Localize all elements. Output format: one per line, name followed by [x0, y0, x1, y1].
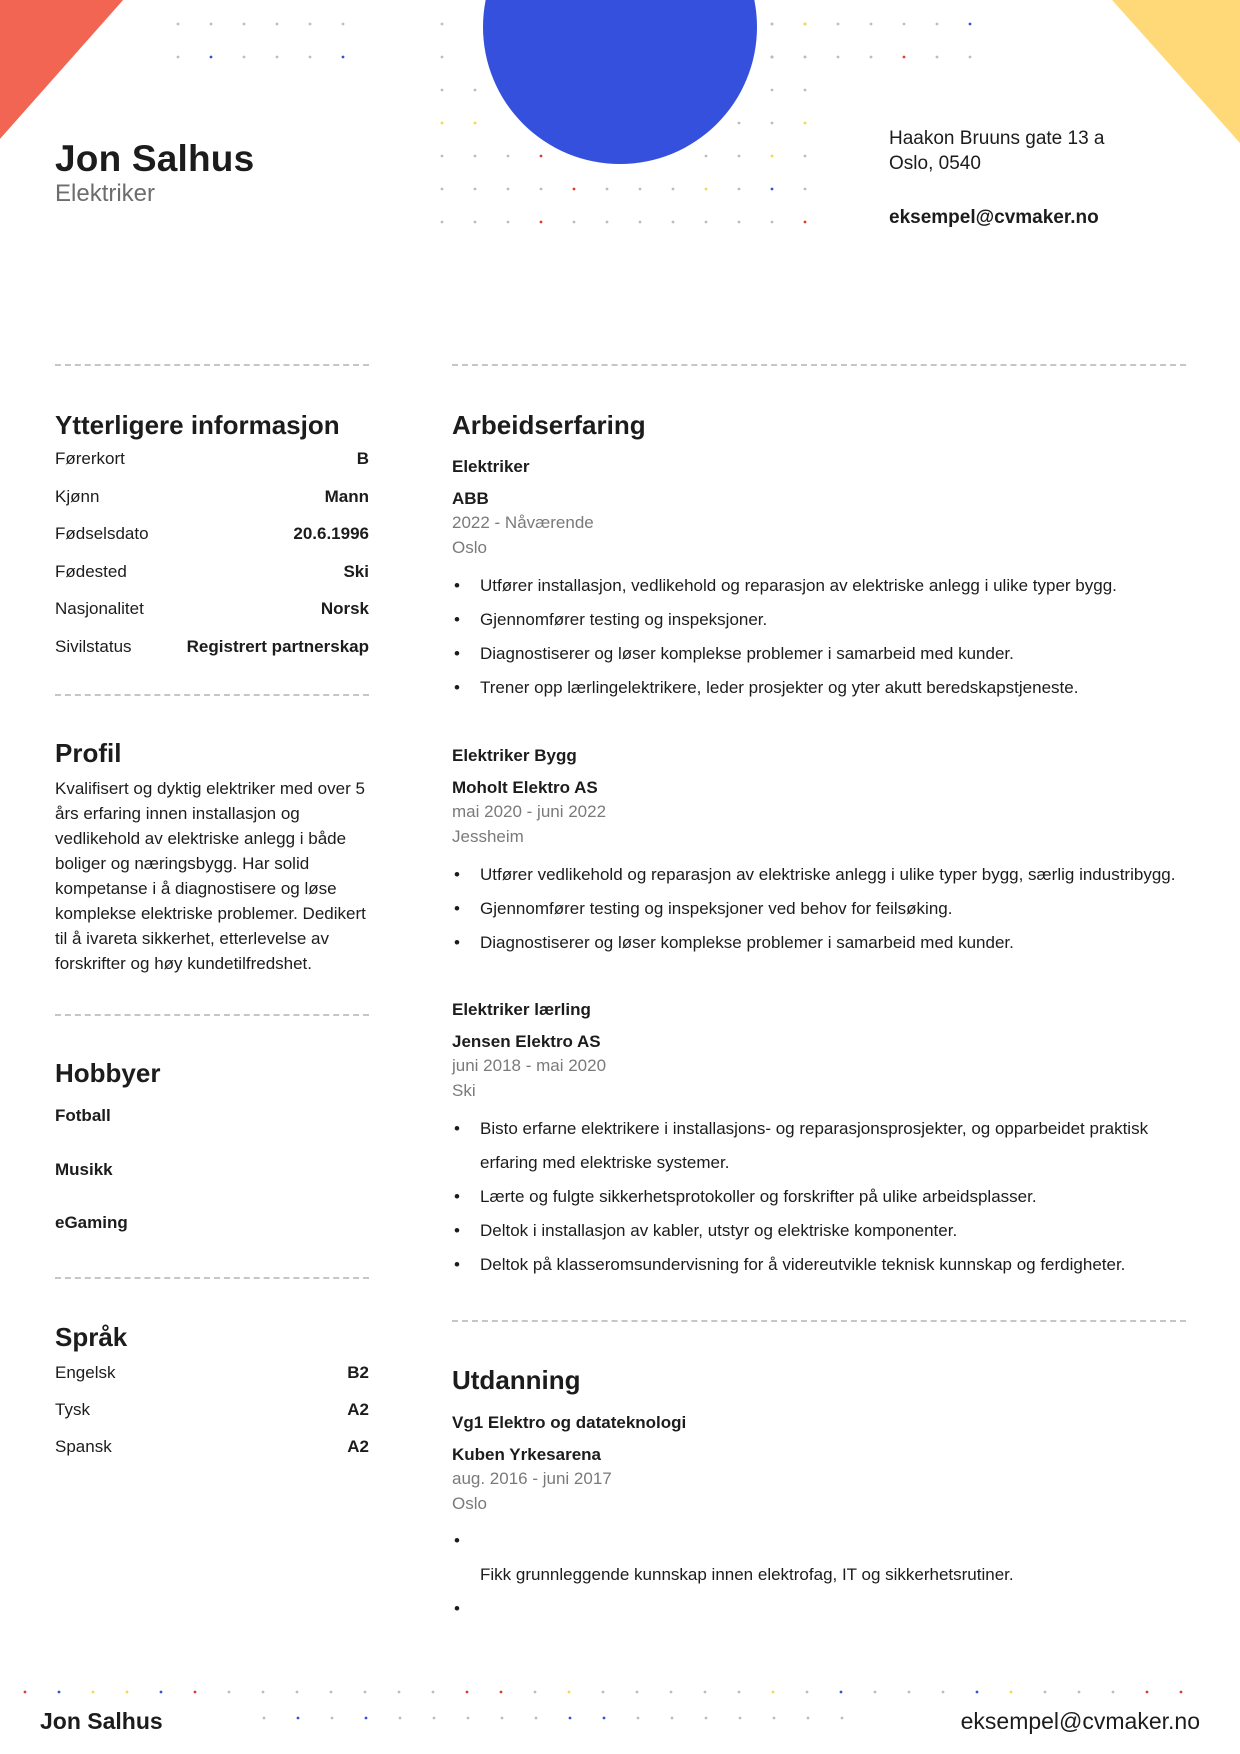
dot	[276, 56, 279, 59]
dot	[603, 1717, 606, 1720]
dot	[441, 188, 444, 191]
info-label: Sivilstatus	[55, 637, 132, 656]
dot	[976, 1691, 979, 1694]
dot	[507, 155, 510, 158]
dot	[670, 1691, 673, 1694]
dot	[804, 56, 807, 59]
dot	[936, 23, 939, 26]
dot	[398, 1691, 401, 1694]
divider	[55, 364, 369, 366]
dot	[771, 122, 774, 125]
dot	[936, 56, 939, 59]
info-label: Nasjonalitet	[55, 599, 144, 618]
cv-job-title: Elektriker	[55, 180, 156, 207]
info-value: Mann	[324, 487, 369, 506]
dot	[771, 23, 774, 26]
dot	[364, 1691, 367, 1694]
bullet-item	[452, 1524, 1192, 1558]
dot	[399, 1717, 402, 1720]
education-title: Vg1 Elektro og datateknologi	[452, 1413, 687, 1432]
info-value: B	[356, 449, 369, 468]
dot	[739, 1717, 742, 1720]
dot	[262, 1691, 265, 1694]
dot	[568, 1691, 571, 1694]
dot	[474, 122, 477, 125]
hobby-item: eGaming	[55, 1213, 128, 1232]
bullet-item: • Utfører vedlikehold og reparasjon av elektriske anlegg i ulike typer bygg, særlig industribygg.	[452, 858, 1192, 892]
dot	[804, 188, 807, 191]
dot	[969, 56, 972, 59]
dot	[705, 221, 708, 224]
dot	[606, 188, 609, 191]
dot	[263, 1717, 266, 1720]
bullet-item: • Diagnostiserer og løser komplekse problemer i samarbeid med kunder.	[452, 637, 1192, 671]
dot	[177, 23, 180, 26]
dot	[969, 23, 972, 26]
dot	[441, 23, 444, 26]
bullet-item: • Lærte og fulgte sikkerhetsprotokoller og forskrifter på ulike arbeidsplasser.	[452, 1180, 1172, 1214]
dot	[804, 155, 807, 158]
profile-text: Kvalifisert og dyktig elektriker med over 5 års erfaring innen installasjon og vedlikehold av elektriske anlegg i både boliger og næringsbygg. Har solid kompetanse i å diagnostisere og løse komplekse elektriske problemer. Dedikert til å ivareta sikkerhet, etterlevelse av forskrifter og høy kundetilfredshet.	[55, 779, 366, 973]
dot	[534, 1691, 537, 1694]
blue-circle-decoration	[483, 0, 757, 164]
experience-heading: Arbeidserfaring	[452, 410, 646, 440]
info-value: Norsk	[320, 599, 369, 618]
job-company: ABB	[452, 489, 489, 508]
dot	[1112, 1691, 1115, 1694]
dot	[177, 56, 180, 59]
job-location: Oslo	[452, 538, 487, 557]
dot	[243, 56, 246, 59]
dot	[365, 1717, 368, 1720]
job-period: 2022 - Nåværende	[452, 513, 594, 532]
dot	[297, 1717, 300, 1720]
job-period: juni 2018 - mai 2020	[452, 1056, 607, 1075]
job-title: Elektriker Bygg	[452, 746, 577, 765]
dot	[903, 23, 906, 26]
dot	[704, 1691, 707, 1694]
dot	[771, 56, 774, 59]
language-level: A2	[347, 1437, 369, 1456]
job-location: Jessheim	[452, 827, 524, 846]
dot	[806, 1691, 809, 1694]
job-company: Moholt Elektro AS	[452, 778, 598, 797]
job-bullets	[452, 569, 1192, 705]
dot	[474, 89, 477, 92]
dot	[804, 23, 807, 26]
dot	[837, 56, 840, 59]
dot	[672, 221, 675, 224]
dot	[738, 122, 741, 125]
dot	[573, 221, 576, 224]
dot	[243, 23, 246, 26]
address	[889, 126, 1105, 176]
dot	[637, 1717, 640, 1720]
info-label: Fødselsdato	[55, 524, 149, 543]
education-bullets	[452, 1524, 1192, 1626]
dot	[441, 89, 444, 92]
info-value: Registrert partnerskap	[186, 637, 369, 656]
education-school: Kuben Yrkesarena	[452, 1445, 601, 1464]
bullet-item: • Gjennomfører testing og inspeksjoner.	[452, 603, 1192, 637]
info-row-nationality	[55, 599, 369, 619]
dot	[467, 1717, 470, 1720]
dot	[942, 1691, 945, 1694]
hobbies-heading: Hobbyer	[55, 1058, 161, 1088]
dot	[210, 23, 213, 26]
dot	[837, 23, 840, 26]
language-name: Tysk	[55, 1400, 90, 1419]
job-bullets	[452, 858, 1192, 960]
dot	[540, 155, 543, 158]
divider	[452, 1320, 1186, 1322]
info-label: Kjønn	[55, 487, 100, 506]
red-corner-shape	[0, 0, 139, 139]
dot	[804, 89, 807, 92]
dot	[1010, 1691, 1013, 1694]
bullet-item: • Bisto erfarne elektrikere i installasjons- og reparasjonsprosjekter, og opparbeidet praktisk erfaring med elektriske systemer.	[452, 1112, 1172, 1180]
bullet-item: • Deltok i installasjon av kabler, utstyr og elektriske komponenter.	[452, 1214, 1172, 1248]
bullet-item: • Trener opp lærlingelektrikere, leder prosjekter og yter akutt beredskapstjeneste.	[452, 671, 1192, 705]
info-label: Førerkort	[55, 449, 125, 468]
profile-heading: Profil	[55, 738, 122, 768]
language-name: Engelsk	[55, 1363, 116, 1382]
dot	[441, 122, 444, 125]
dot	[804, 56, 807, 59]
dot	[540, 221, 543, 224]
dot	[441, 56, 444, 59]
dot	[441, 221, 444, 224]
address-line-1: Haakon Bruuns gate 13 a	[889, 128, 1105, 149]
dot	[807, 1717, 810, 1720]
dot	[840, 1691, 843, 1694]
dot	[160, 1691, 163, 1694]
dot	[331, 1717, 334, 1720]
info-value: 20.6.1996	[293, 524, 369, 543]
dot	[540, 188, 543, 191]
dot	[342, 56, 345, 59]
dot	[1180, 1691, 1183, 1694]
dot	[1146, 1691, 1149, 1694]
dot	[738, 221, 741, 224]
dot	[474, 155, 477, 158]
dot	[210, 56, 213, 59]
dot	[771, 23, 774, 26]
dot	[903, 56, 906, 59]
dot	[738, 1691, 741, 1694]
dot	[671, 1717, 674, 1720]
dot	[672, 188, 675, 191]
bullet-item: • Diagnostiserer og løser komplekse problemer i samarbeid med kunder.	[452, 926, 1192, 960]
hobby-item: Fotball	[55, 1106, 111, 1125]
job-location: Ski	[452, 1081, 476, 1100]
dot	[636, 1691, 639, 1694]
info-row-license	[55, 449, 369, 469]
dot	[771, 188, 774, 191]
dot	[639, 221, 642, 224]
dot	[705, 155, 708, 158]
dot	[870, 56, 873, 59]
yellow-corner-shape	[1100, 0, 1240, 160]
info-row-birthdate	[55, 524, 369, 544]
dot	[771, 155, 774, 158]
job-bullets	[452, 1112, 1172, 1282]
dot	[908, 1691, 911, 1694]
dot	[441, 155, 444, 158]
dot	[639, 188, 642, 191]
dot	[569, 1717, 572, 1720]
divider	[55, 694, 369, 696]
education-location: Oslo	[452, 1494, 487, 1513]
bullet-item: • Gjennomfører testing og inspeksjoner ved behov for feilsøking.	[452, 892, 1192, 926]
dot	[474, 188, 477, 191]
dot	[738, 188, 741, 191]
bullet-item: • Utfører installasjon, vedlikehold og reparasjon av elektriske anlegg i ulike typer bygg.	[452, 569, 1192, 603]
languages-heading: Språk	[55, 1322, 128, 1352]
dot	[606, 221, 609, 224]
dot	[602, 1691, 605, 1694]
dot	[500, 1691, 503, 1694]
dot	[535, 1717, 538, 1720]
job-title: Elektriker lærling	[452, 1000, 591, 1019]
dot	[433, 1717, 436, 1720]
dot	[771, 56, 774, 59]
dot	[870, 23, 873, 26]
dot	[466, 1691, 469, 1694]
dot	[841, 1717, 844, 1720]
language-row	[55, 1363, 369, 1383]
dot	[126, 1691, 129, 1694]
dot	[1044, 1691, 1047, 1694]
email-link[interactable]: eksempel@cvmaker.no	[889, 207, 1099, 228]
info-row-marital-status	[55, 637, 369, 657]
dot	[432, 1691, 435, 1694]
dot	[194, 1691, 197, 1694]
info-label: Fødested	[55, 562, 127, 581]
dot	[501, 1717, 504, 1720]
dot	[573, 188, 576, 191]
dot	[771, 221, 774, 224]
info-value: Ski	[343, 562, 369, 581]
bullet-item: Fikk grunnleggende kunnskap innen elektrofag, IT og sikkerhetsrutiner.	[480, 1565, 1014, 1584]
divider	[55, 1014, 369, 1016]
info-row-birthplace	[55, 562, 369, 582]
dot	[771, 89, 774, 92]
dot	[309, 23, 312, 26]
dot	[773, 1717, 776, 1720]
footer-email[interactable]: eksempel@cvmaker.no	[960, 1708, 1200, 1734]
dot	[342, 23, 345, 26]
dot	[804, 122, 807, 125]
dot	[507, 221, 510, 224]
dot	[58, 1691, 61, 1694]
hobby-item: Musikk	[55, 1160, 113, 1179]
bullet-item: • Deltok på klasseromsundervisning for å videreutvikle teknisk kunnskap og ferdigheter.	[452, 1248, 1172, 1282]
language-level: A2	[347, 1400, 369, 1419]
dot	[804, 23, 807, 26]
footer-name: Jon Salhus	[40, 1708, 163, 1734]
divider	[55, 1277, 369, 1279]
job-title: Elektriker	[452, 457, 530, 476]
dot	[276, 23, 279, 26]
job-company: Jensen Elektro AS	[452, 1032, 601, 1051]
education-heading: Utdanning	[452, 1365, 581, 1395]
dot	[738, 155, 741, 158]
dot	[804, 221, 807, 224]
job-period: mai 2020 - juni 2022	[452, 802, 607, 821]
education-period: aug. 2016 - juni 2017	[452, 1469, 612, 1488]
dot	[874, 1691, 877, 1694]
dot	[330, 1691, 333, 1694]
dot	[309, 56, 312, 59]
cv-name: Jon Salhus	[55, 138, 255, 179]
language-row	[55, 1400, 369, 1420]
dot	[772, 1691, 775, 1694]
dot	[228, 1691, 231, 1694]
dot	[705, 1717, 708, 1720]
language-level: B2	[347, 1363, 369, 1382]
divider	[452, 364, 1186, 366]
dot	[296, 1691, 299, 1694]
dot	[92, 1691, 95, 1694]
dot	[24, 1691, 27, 1694]
dot	[474, 221, 477, 224]
dot	[507, 188, 510, 191]
dot	[705, 188, 708, 191]
dot	[1078, 1691, 1081, 1694]
info-heading: Ytterligere informasjon	[55, 410, 340, 440]
language-name: Spansk	[55, 1437, 112, 1456]
language-row	[55, 1437, 369, 1457]
info-row-gender	[55, 487, 369, 507]
bullet-item	[452, 1592, 1192, 1626]
address-line-2: Oslo, 0540	[889, 153, 981, 174]
